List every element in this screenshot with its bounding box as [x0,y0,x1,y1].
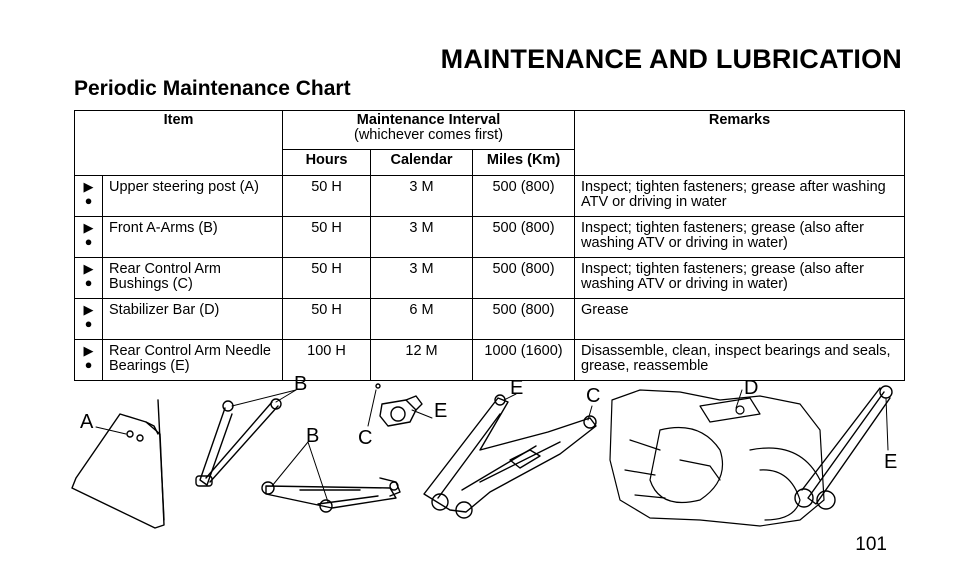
dot-icon: ● [84,275,93,290]
section-title: MAINTENANCE AND LUBRICATION [440,44,902,74]
triangle-icon: ▶ [83,179,94,194]
miles-cell: 1000 (1600) [473,340,575,381]
symbol-cell [75,176,103,217]
remarks-cell: Inspect; tighten fasteners; grease (also after washing ATV or driving in water) [575,258,905,299]
callout-c-left: C [358,427,373,449]
dot-icon: ● [84,234,93,249]
item-cell: Stabilizer Bar (D) [103,299,283,340]
calendar-cell: 3 M [371,176,473,217]
callout-e-center: E [510,377,524,399]
lower-a-arm-drawing [262,478,400,512]
dot-icon: ● [84,193,93,208]
hours-cell: 50 H [283,299,371,340]
triangle-icon: ▶ [83,220,94,235]
parts-illustration [60,370,910,530]
maintenance-table [74,110,905,381]
remarks-cell: Grease [575,299,905,340]
item-cell: Front A-Arms (B) [103,217,283,258]
rear-control-arm-drawing [424,395,596,518]
miles-cell: 500 (800) [473,258,575,299]
chart-title: Periodic Maintenance Chart [74,77,351,100]
table-row [75,217,905,258]
dot-icon: ● [84,316,93,331]
callout-b-lower: B [306,425,320,447]
triangle-icon: ▶ [83,302,94,317]
miles-cell: 500 (800) [473,299,575,340]
calendar-cell: 12 M [371,340,473,381]
callout-d: D [744,377,759,399]
miles-cell: 500 (800) [473,176,575,217]
triangle-icon: ▶ [83,261,94,276]
miles-cell: 500 (800) [473,217,575,258]
header-hours: Hours [283,150,371,176]
callout-e-right: E [884,451,898,473]
header-miles: Miles (Km) [473,150,575,176]
header-interval-sub: (whichever comes first) [353,127,504,143]
needle-bearing-arm-drawing [795,386,892,509]
remarks-cell: Inspect; tighten fasteners; grease (also after washing ATV or driving in water) [575,217,905,258]
stabilizer-bar-drawing [610,390,824,526]
item-cell: Upper steering post (A) [103,176,283,217]
upper-a-arm-drawing [196,399,281,486]
remarks-cell: Disassemble, clean, inspect bearings and seals, grease, reassemble [575,340,905,381]
item-cell: Rear Control Arm Needle Bearings (E) [103,340,283,381]
bushing-clamp-drawing [376,384,422,426]
table-row [75,258,905,299]
callout-e-left: E [434,400,448,422]
hours-cell: 100 H [283,340,371,381]
item-cell: Rear Control Arm Bushings (C) [103,258,283,299]
header-remarks: Remarks [575,111,905,176]
header-interval [283,111,575,150]
callout-b-upper: B [294,373,308,395]
hours-cell: 50 H [283,176,371,217]
triangle-icon: ▶ [83,343,94,358]
table-row [75,176,905,217]
callout-c-right: C [586,385,601,407]
symbol-cell [75,299,103,340]
symbol-cell [75,217,103,258]
hours-cell: 50 H [283,258,371,299]
page-number: 101 [855,534,887,555]
calendar-cell: 3 M [371,217,473,258]
remarks-cell: Inspect; tighten fasteners; grease after washing ATV or driving in water [575,176,905,217]
calendar-cell: 3 M [371,258,473,299]
callout-a: A [80,411,94,433]
dot-icon: ● [84,357,93,372]
symbol-cell [75,258,103,299]
header-interval-label: Maintenance Interval [356,112,501,128]
header-item: Item [75,111,283,176]
table-row [75,299,905,340]
calendar-cell: 6 M [371,299,473,340]
hours-cell: 50 H [283,217,371,258]
header-calendar: Calendar [371,150,473,176]
